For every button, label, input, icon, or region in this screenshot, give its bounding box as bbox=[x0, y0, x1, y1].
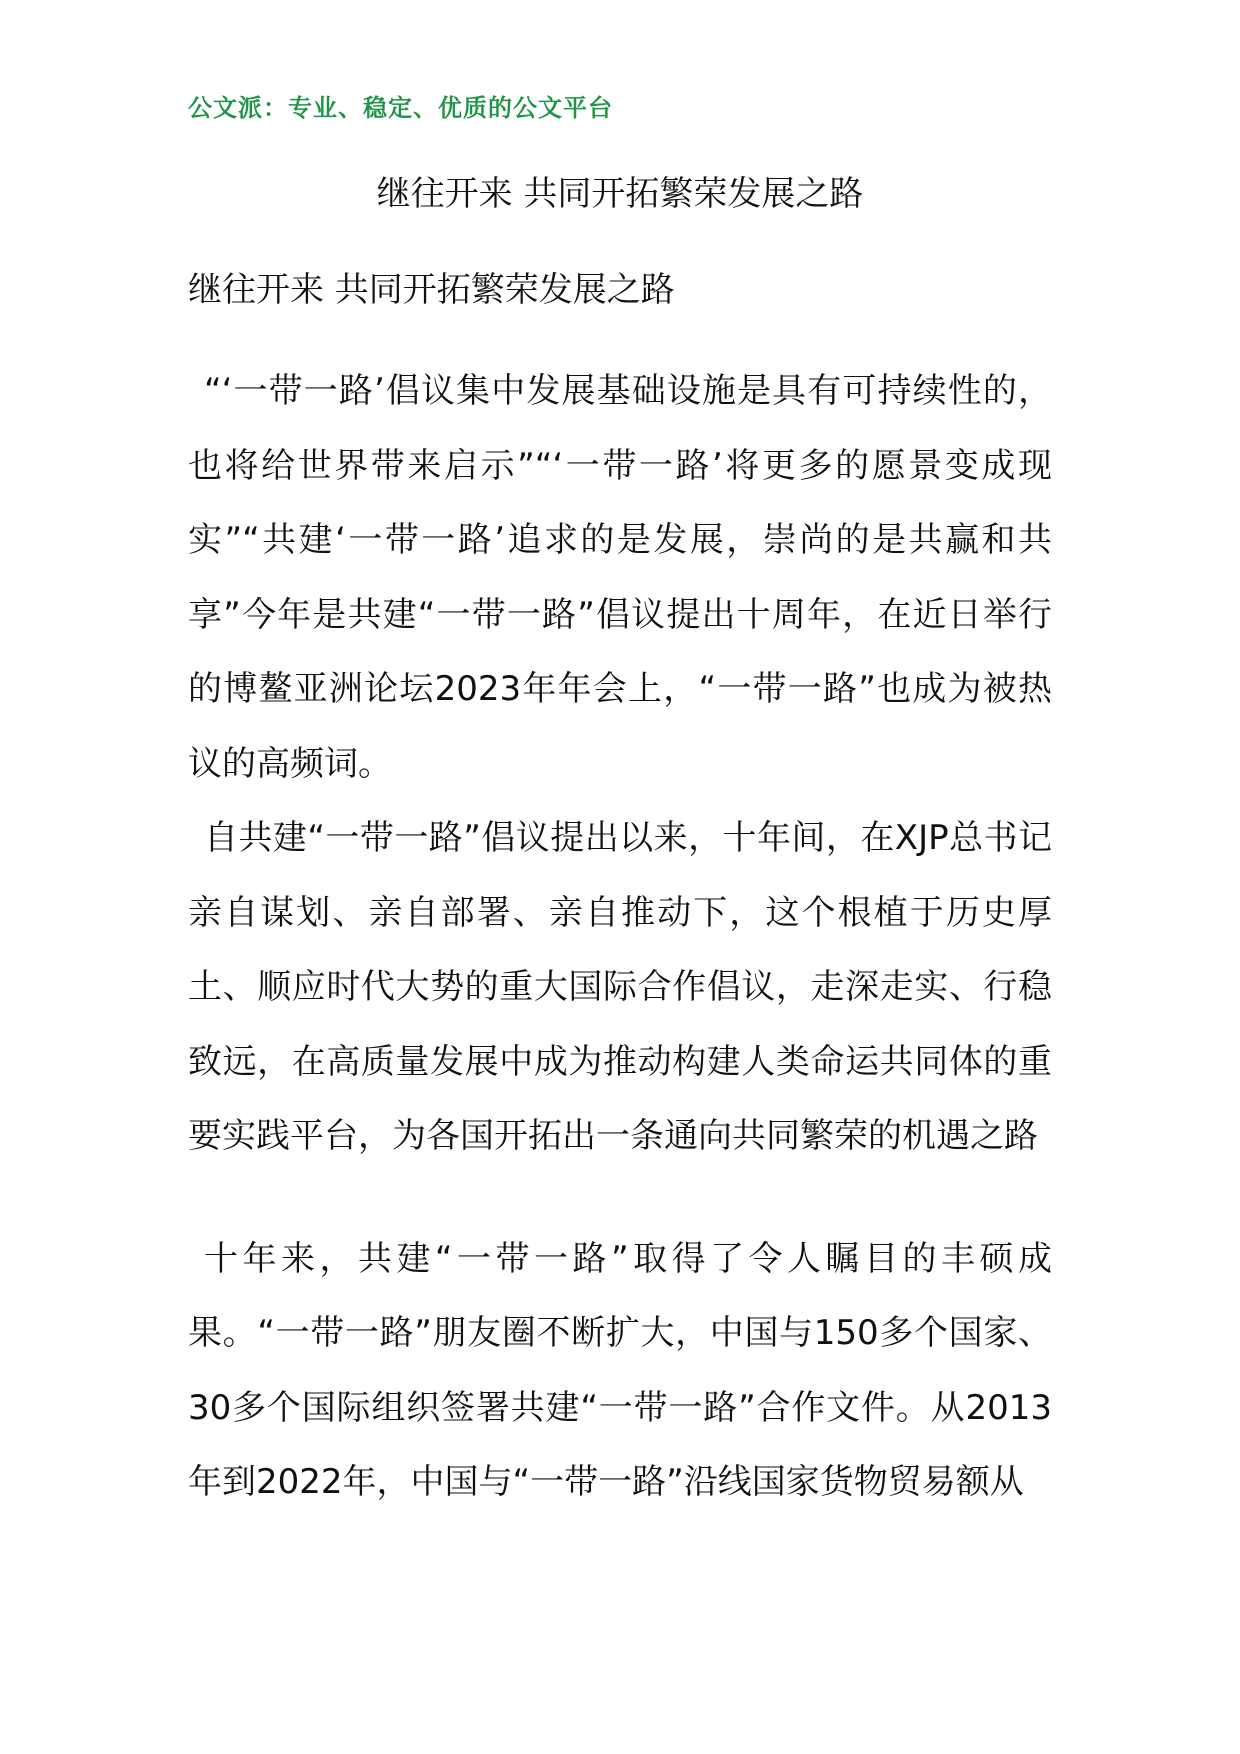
paragraph: 自共建“一带一路”倡议提出以来，十年间，在XJP总书记亲自谋划、亲自部署、亲自推动下，这个根植于历史厚土、顺应时代大势的重大国际合作倡议，走深走实、行稳致远，在高质量发展中成为推动构建人类命运共同体的重要实践平台，为各国开拓出一条通向共同繁荣的机遇之路 bbox=[188, 818, 1052, 1156]
document-title: 继往开来 共同开拓繁荣发展之路 bbox=[376, 174, 864, 214]
brand-header: 公文派：专业、稳定、优质的公文平台 bbox=[188, 94, 613, 122]
document-subtitle: 继往开来 共同开拓繁荣发展之路 bbox=[188, 270, 675, 310]
document-body bbox=[188, 354, 1052, 1520]
paragraph: 十年来，共建“一带一路”取得了令人瞩目的丰硕成果。“一带一路”朋友圈不断扩大，中国与150多个国家、30多个国际组织签署共建“一带一路”合作文件。从2013年到2022年，中国与“一带一路”沿线国家货物贸易额从 bbox=[188, 1238, 1052, 1502]
paragraph: “‘一带一路’倡议集中发展基础设施是具有可持续性的，也将给世界带来启示”“‘一带一路’将更多的愿景变成现实”“共建‘一带一路’追求的是发展，崇尚的是共赢和共享”今年是共建“一带一路”倡议提出十周年，在近日举行的博鳌亚洲论坛2023年年会上，“一带一路”也成为被热议的高频词。 bbox=[188, 371, 1052, 784]
